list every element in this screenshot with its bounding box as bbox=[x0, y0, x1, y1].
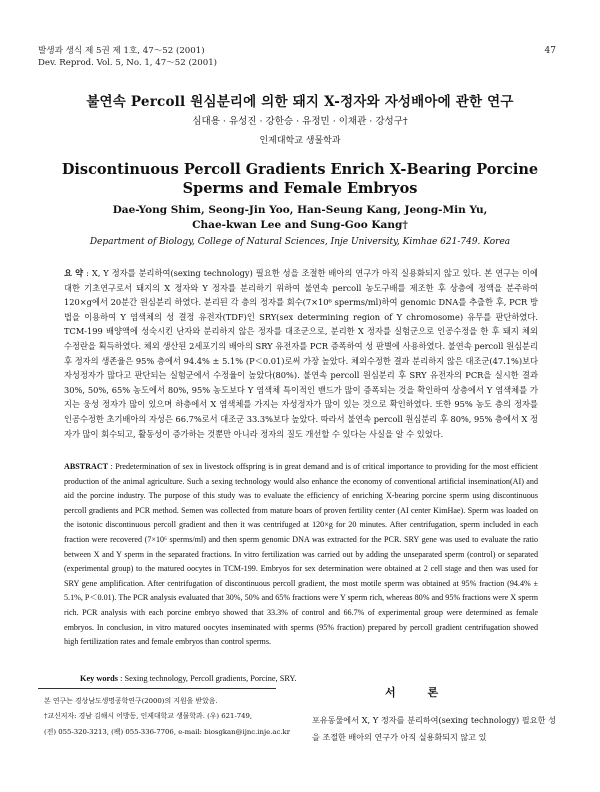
authors-english-line1: Dae-Yong Shim, Seong-Jin Yoo, Han-Seung Kang, Jeong-Min Yu, bbox=[112, 204, 488, 216]
keywords-text: : Sexing technology, Percoll gradients, Porcine, SRY. bbox=[118, 674, 297, 683]
footnote bbox=[44, 694, 290, 740]
authors-korean: 심대용 · 유성진 · 강한승 · 유정민 · 이채관 · 강성구† bbox=[192, 116, 408, 127]
footnote-correspondence: †교신저자: 경남 김해시 어방동, 인제대학교 생물학과. (우) 621-749, bbox=[44, 712, 253, 721]
journal-line-ko: 발생과 생식 제 5권 제 1호, 47～52 (2001) bbox=[38, 46, 205, 56]
title-korean: 불연속 Percoll 원심분리에 의한 돼지 X-정자와 자성배아에 관한 연구 bbox=[86, 94, 514, 110]
page-number: 47 bbox=[544, 46, 556, 56]
affiliation-korean: 인제대학교 생물학과 bbox=[259, 136, 341, 146]
abstract-english-text: : Predetermination of sex in livestock offspring is in great demand and is of critical importance to providing for the most efficient production of the animal agriculture. Such a sexing technology would also enhance the economy of conventional artificial insemination(AI) and aid the porcine industry. The purpose of this study was to evaluate the efficiency of enriching X-bearing porcine sperm using discontinuous percoll gradients and PCR method. Semen was collected from mature boars of proven fertility center (AI center KimHae). Sperm was loaded on the isotonic discontinuous percoll gradient and then it was centrifuged at 120×g for 20 minutes. After centrifugation, sperm included in each fraction were recovered (7×10⁶ sperms/ml) and then sperm genomic DNA was extracted for the PCR. SRY gene was used to evaluate the ratio between X and Y sperm in the separated fractions. In vitro fertilization was carried out by adding the unseparated sperm (control) or separated (experimental group) to the matured oocytes in TCM-199. Embryos for sex determination were obtained at 2 cell stage and then was used for SRY gene amplification. After centrifugation of discontinuous percoll gradient, the most motile sperm was obtained at 95% fraction (94.4% ± 5.1%, P＜0.01). The PCR analysis evaluated that 30%, 50% and 65% fractions were Y sperm rich, whereas 80% and 95% fractions were X sperm rich. PCR analysis with each porcine embryo showed that 33.3% of control and 66.7% of experimental group were determined as female embryos. In conclusion, in vitro matured oocytes inseminated with sperms (95% fraction) prepared by percoll gradient centrifugation showed high fertilization rates and female embryos than control sperms. bbox=[64, 462, 538, 647]
section-heading-introduction: 서 론 bbox=[385, 686, 453, 699]
title-english: Discontinuous Percoll Gradients Enrich X-Bearing Porcine Sperms and Female Embryos bbox=[61, 161, 539, 197]
abstract-korean-lead: 요 약 bbox=[64, 268, 84, 278]
authors-english bbox=[60, 203, 540, 233]
authors-english-line2: Chae-kwan Lee and Sung-Goo Kang† bbox=[192, 219, 408, 231]
abstract-korean-text: : X, Y 정자를 분리하여(sexing technology) 필요한 성을 조절한 배아의 연구가 아직 실용화되지 않고 있다. 본 연구는 이에 대한 기초연구로서 돼지의 X 정자와 Y 정자를 분리하기 위하여 불연속 percoll 농도구배를 제조한 후 상층에 정액을 분주하여 120×g에서 20분간 원심분리 하였다. 분리된 각 층의 정자를 회수(7×10⁶ sperms/ml)하여 genomic DNA를 추출한 후, PCR 방법을 이용하여 Y 염색체의 성 결정 유전자(TDF)인 SRY(sex determining region of Y chromosome) 유무를 판단하였다. TCM-199 배양액에 성숙시킨 난자와 분리하지 않은 정자를 대조군으로, 분리한 X 정자를 실험군으로 인공수정을 한 후 돼지 체외 수정란을 획득하였다. 체외 생산된 2세포기의 배아의 SRY 유전자를 PCR 증폭하여 성 판별에 사용하였다. 불연속 percoll 원심분리 후 정자의 생존율은 95% 층에서 94.4% ± 5.1% (P＜0.01)로써 가장 높았다. 체외수정한 결과 분리하지 않은 대조군(47.1%)보다 자성정자가 많다고 판단되는 실험군에서 수정율이 높았다(80%). 불연속 percoll 원심분리 후 SRY 유전자의 PCR을 실시한 결과 30%, 50%, 65% 농도에서 80%, 95% 농도보다 Y 염색체 특이적인 밴드가 많이 증폭되는 것을 확인하여 상층에서 Y 염색체를 가지는 웅성 정자가 많이 있으며 하층에서 X 염색체를 가지는 자성정자가 많이 있는 것으로 확인하였다. 또한 95% 농도 층의 정자를 인공수정한 초기배아의 자성은 66.7%로서 대조군 33.3%보다 높았다. 따라서 불연속 percoll 원심분리 후 80%, 95% 층에서 X 정자가 많이 회수되고, 활동성이 증가하는 것뿐만 아니라 정자의 질도 개선할 수 있다는 사실을 알 수 있었다. bbox=[64, 268, 538, 439]
journal-line-en: Dev. Reprod. Vol. 5, No. 1, 47～52 (2001) bbox=[38, 58, 218, 68]
abstract-english bbox=[64, 460, 538, 650]
introduction-text: 포유동물에서 X, Y 정자를 분리하여(sexing technology) 필요한 성을 조절한 배아의 연구가 아직 실용화되지 않고 있 bbox=[312, 715, 556, 742]
running-header bbox=[38, 45, 217, 69]
keywords-lead: Key words bbox=[80, 674, 119, 683]
abstract-korean bbox=[64, 266, 538, 441]
affiliation-english: Department of Biology, College of Natural Sciences, Inje University, Kimhae 621-749. Korea bbox=[89, 237, 511, 247]
footnote-divider bbox=[38, 688, 276, 689]
keywords bbox=[80, 674, 540, 683]
abstract-english-lead: ABSTRACT bbox=[64, 462, 109, 471]
footnote-contact: (전) 055-320-3213, (팩) 055-336-7706, e-mail: biosgkan@ijnc.inje.ac.kr bbox=[44, 727, 290, 736]
footnote-funding: 본 연구는 경상남도생명공학연구(2000)의 지원을 받았음. bbox=[44, 697, 218, 705]
